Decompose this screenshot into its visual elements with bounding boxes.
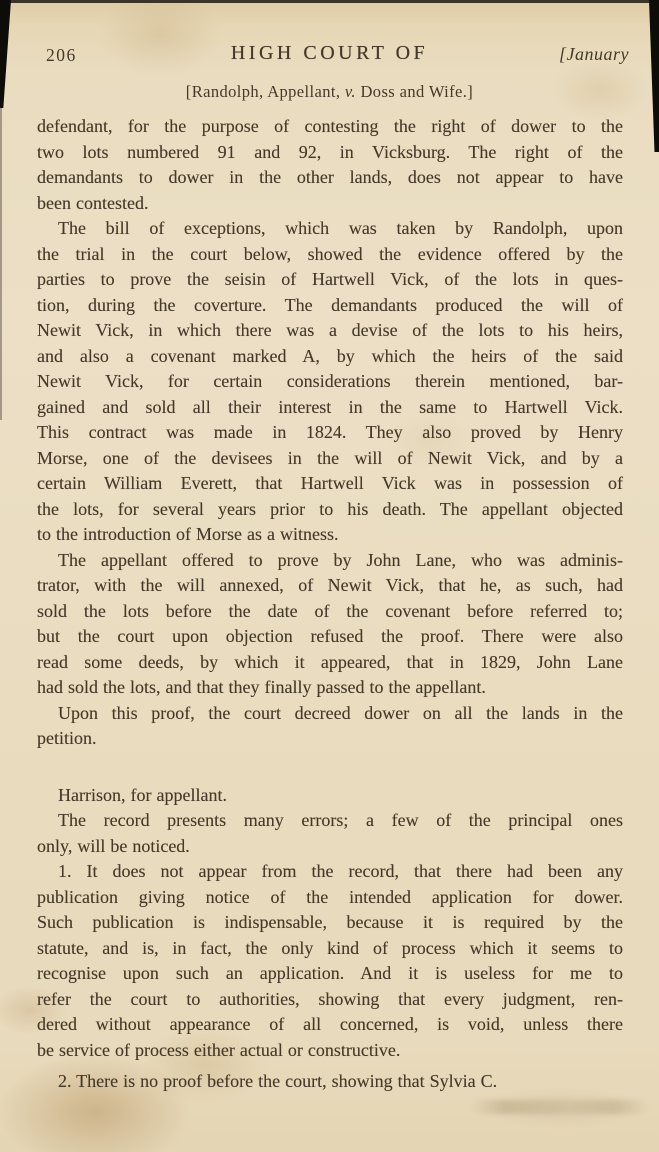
case-caption-versus: v. (344, 82, 356, 101)
text-line: the trial in the court below, showed the evidence offered by the (37, 243, 623, 264)
text-line: to the introduction of Morse as a witness. (37, 524, 339, 544)
text-line: Upon this proof, the court decreed dower on all the lands in the (58, 702, 623, 723)
text-line: and also a covenant marked A, by which the heirs of the said (37, 345, 623, 366)
text-line: This contract was made in 1824. They also proved by Henry (37, 422, 623, 442)
text-line: petition. (37, 728, 97, 748)
text-line: The bill of exceptions, which was taken by Randolph, upon (58, 218, 623, 238)
case-caption-pre: [Randolph, Appellant, (185, 82, 345, 101)
text-line: recognise upon such an application. And it is useless for me to (37, 963, 623, 983)
paragraph (37, 701, 623, 752)
text-line: demandants to dower in the other lands, does not appear to have (37, 167, 623, 187)
scan-edge-top (0, 0, 659, 3)
text-line: Harrison, for appellant. (58, 784, 227, 805)
running-title: HIGH COURT OF (230, 42, 429, 64)
text-line: 2. There is no proof before the court, showing that Sylvia C. (58, 1071, 498, 1091)
text-line: refer the court to authorities, showing that every judgment, ren- (37, 988, 623, 1009)
text-line: statute, and is, in fact, the only kind of process which it seems to (37, 937, 623, 958)
scan-edge-left-sliver (0, 100, 2, 420)
body-text (37, 114, 623, 1095)
scan-edge-right (649, 0, 659, 152)
text-line: been contested. (37, 192, 149, 213)
text-line: read some deeds, by which it appeared, that in 1829, John Lane (37, 651, 623, 672)
text-line: sold the lots before the date of the covenant before referred to; (37, 600, 623, 621)
text-line: only, will be noticed. (37, 835, 190, 856)
text-line: the lots, for several years prior to his death. The appellant objected (37, 498, 623, 519)
text-line: defendant, for the purpose of contesting the right of dower to the (37, 116, 623, 136)
text-line: Newit Vick, in which there was a devise of the lots to his heirs, (37, 320, 623, 340)
text-line: gained and sold all their interest in the same to Hartwell Vick. (37, 396, 623, 417)
text-line: The appellant offered to prove by John Lane, who was adminis- (58, 549, 623, 570)
text-line: Such publication is indispensable, because it is required by the (37, 912, 623, 932)
case-caption-post: Doss and Wife.] (355, 82, 474, 101)
text-line: Newit Vick, for certain considerations therein mentioned, bar- (37, 371, 623, 391)
text-line: be service of process either actual or constructive. (37, 1039, 401, 1060)
case-caption (0, 82, 659, 102)
text-line: publication giving notice of the intended application for dower. (37, 886, 623, 907)
text-line: certain William Everett, that Hartwell Vick was in possession of (37, 473, 623, 493)
paragraph (37, 216, 623, 548)
term-label: [January (559, 44, 629, 64)
paragraph (37, 548, 623, 701)
text-line: The record presents many errors; a few of the principal ones (58, 810, 623, 830)
text-line: trator, with the will annexed, of Newit Vick, that he, as such, had (37, 575, 623, 595)
text-line: two lots numbered 91 and 92, in Vicksburg. The right of the (37, 141, 623, 162)
text-line: dered without appearance of all concerned, is void, unless there (37, 1014, 623, 1034)
paragraph (37, 1069, 623, 1095)
paragraph (37, 808, 623, 859)
text-line: 1. It does not appear from the record, that there had been any (58, 861, 623, 881)
paragraph (37, 114, 623, 216)
paragraph (37, 783, 623, 809)
text-line: but the court upon objection refused the proof. There were also (37, 626, 623, 646)
text-line: parties to prove the seisin of Hartwell Vick, of the lots in ques- (37, 269, 623, 289)
paragraph (37, 859, 623, 1063)
text-line: Morse, one of the devisees in the will of Newit Vick, and by a (37, 447, 623, 468)
page-number: 206 (46, 45, 77, 65)
page-header (0, 42, 659, 72)
text-line: tion, during the coverture. The demandants produced the will of (37, 294, 623, 315)
text-line: had sold the lots, and that they finally passed to the appellant. (37, 677, 486, 697)
ink-bleed-through (470, 1100, 650, 1114)
